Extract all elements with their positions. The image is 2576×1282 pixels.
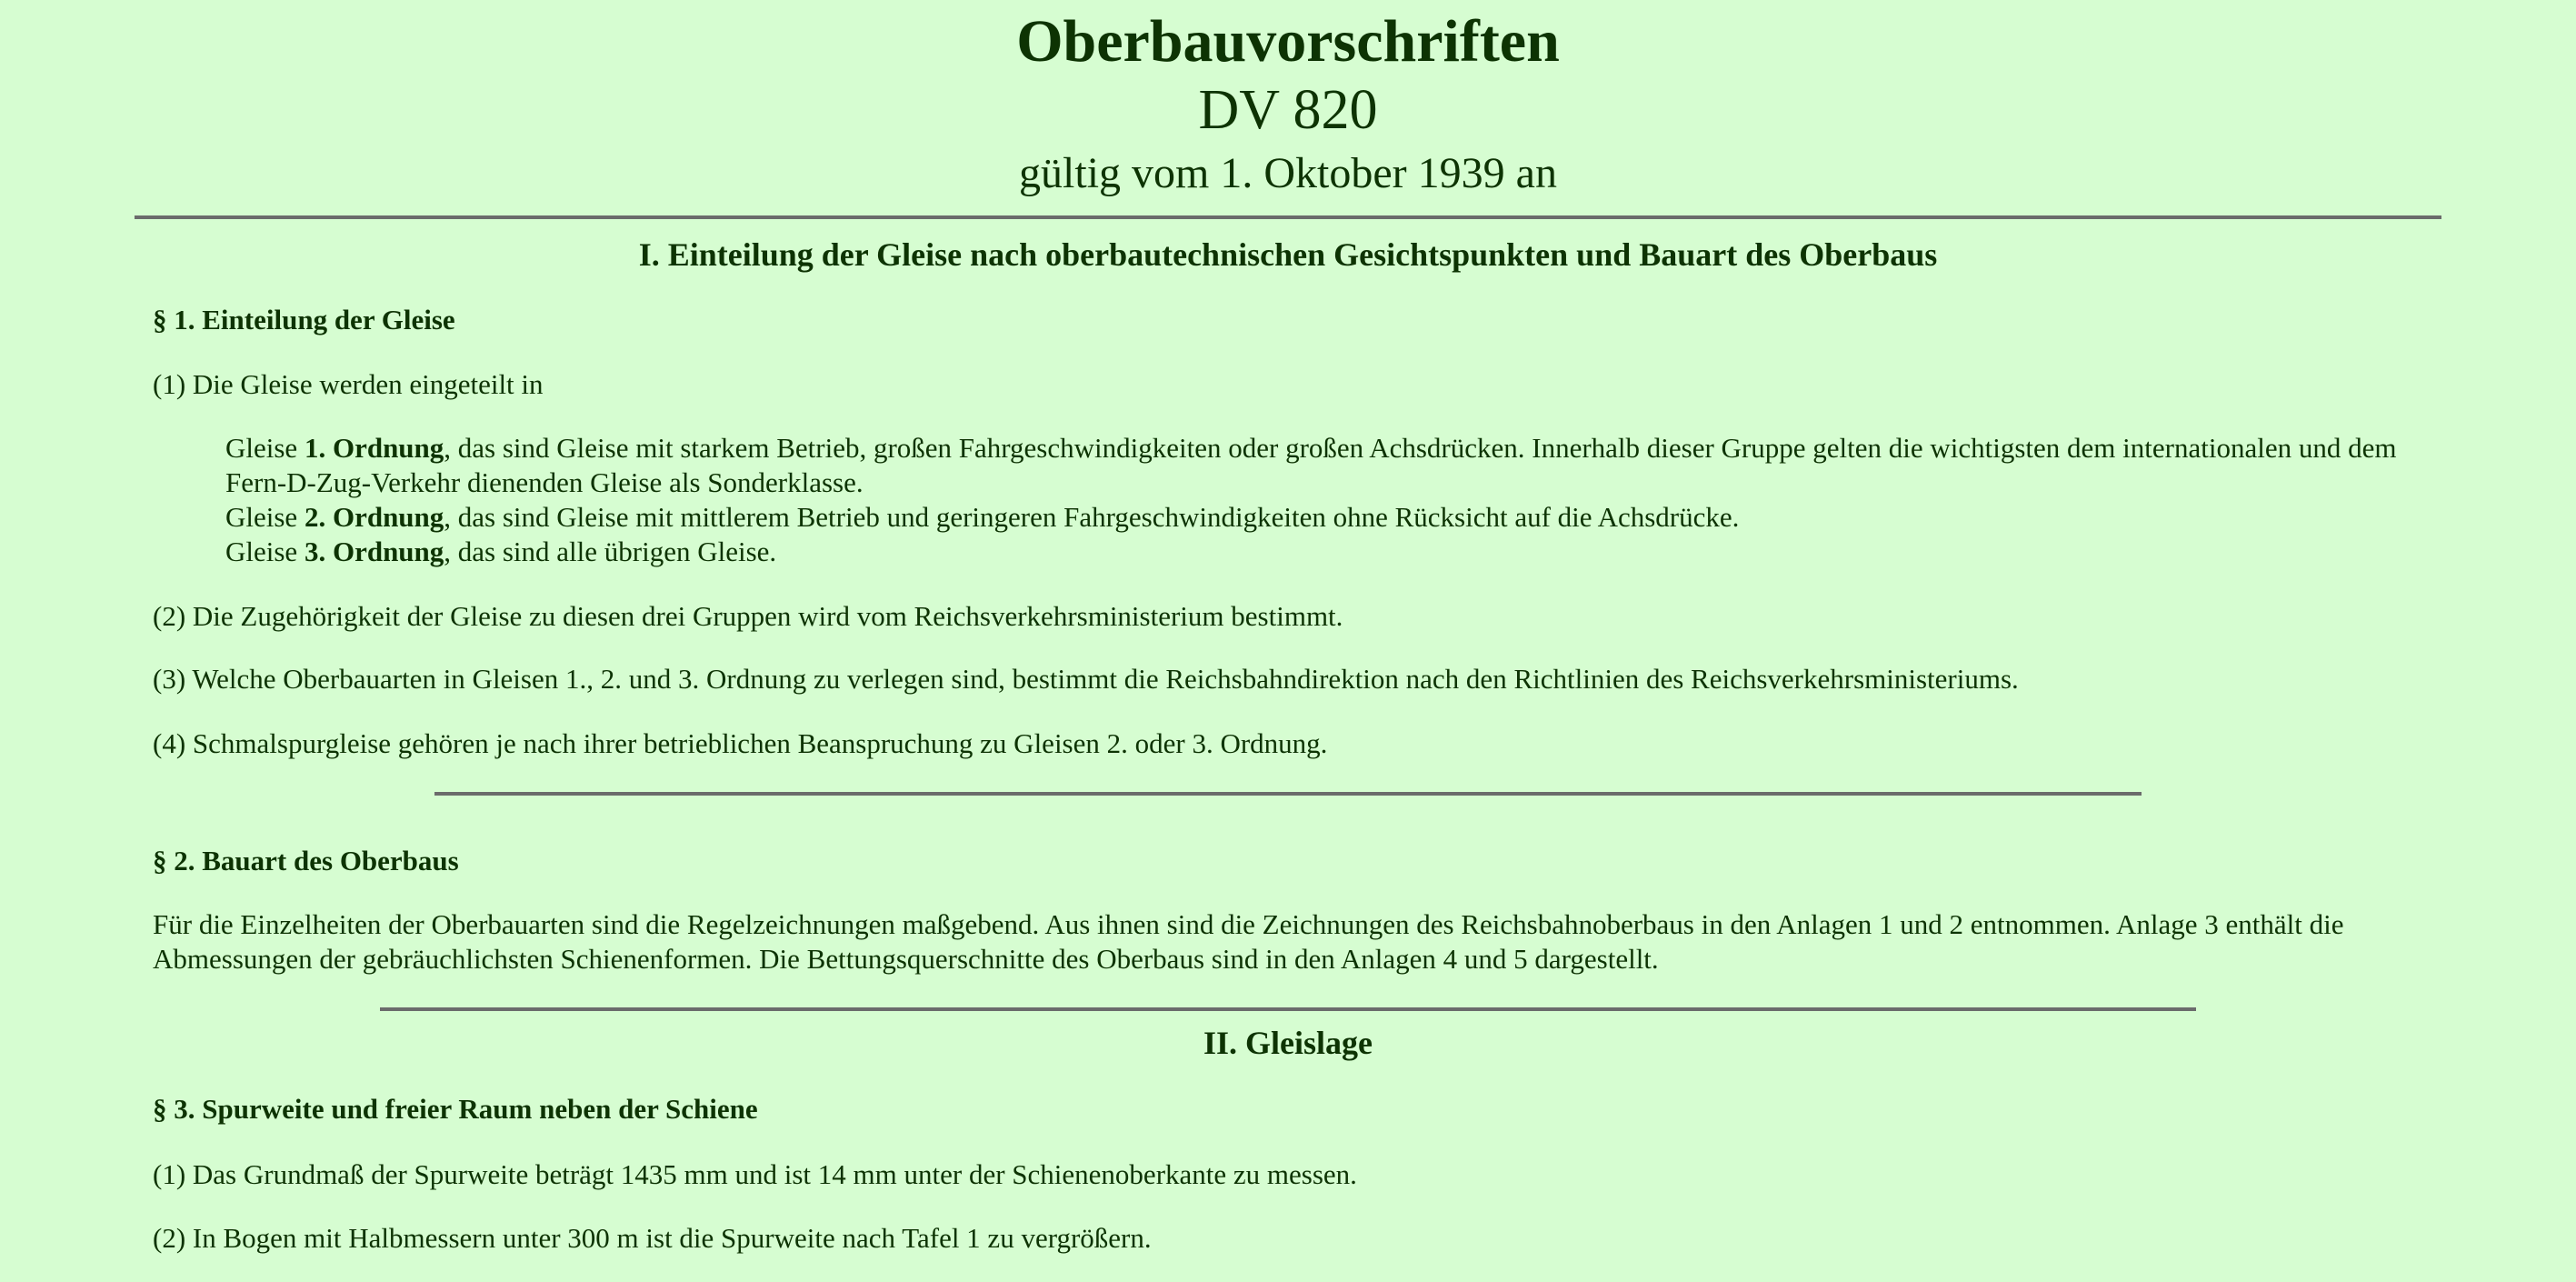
- track-class-prefix: Gleise: [225, 432, 305, 464]
- paragraph-1-intro: (1) Die Gleise werden eingeteilt in: [153, 368, 544, 400]
- paragraph-2-text: Für die Einzelheiten der Oberbauarten sind die Regelzeichnungen maßgebend. Aus ihnen sind die Zeichnungen des Reichsbahnoberbaus in den Anlagen 1 und 2 entnommen. Anlage 3 enthält die Abmessungen der gebräuchlichsten Schienenformen. Die Bettungsquerschnitte des Oberbaus sind in den Anlagen 4 und 5 dargestellt.: [153, 908, 2344, 975]
- section-heading-1: I. Einteilung der Gleise nach oberbautechnischen Gesichtspunkten und Bauart des Oberbaus: [638, 236, 1938, 273]
- validity-date: gültig vom 1. Oktober 1939 an: [1019, 149, 1557, 197]
- track-class-text: , das sind alle übrigen Gleise.: [444, 536, 777, 567]
- document-subtitle: DV 820: [1198, 79, 1378, 141]
- track-class-order: 1. Ordnung: [304, 432, 444, 464]
- paragraph-1-item-4: (4) Schmalspurgleise gehören je nach ihrer betrieblichen Beanspruchung zu Gleisen 2. oder 3. Ordnung.: [153, 727, 1328, 759]
- mid-divider-1: [434, 792, 2142, 796]
- track-class-list: [225, 431, 2425, 569]
- track-class-text: , das sind Gleise mit starkem Betrieb, großen Fahrgeschwindigkeiten oder großen Achsdrücken. Innerhalb dieser Gruppe gelten die wichtigsten dem internationalen und dem Fern-D-Zug-Verkehr dienenden Gleise als Sonderklasse.: [225, 432, 2397, 498]
- paragraph-heading-2: § 2. Bauart des Oberbaus: [153, 845, 459, 876]
- paragraph-3-item-2: (2) In Bogen mit Halbmessern unter 300 m ist die Spurweite nach Tafel 1 zu vergrößern.: [153, 1222, 1152, 1254]
- paragraph-heading-1: § 1. Einteilung der Gleise: [153, 304, 455, 336]
- paragraph-3-item-1: (1) Das Grundmaß der Spurweite beträgt 1435 mm und ist 14 mm unter der Schienenoberkante zu messen.: [153, 1158, 1357, 1190]
- track-class-prefix: Gleise: [225, 501, 305, 533]
- track-class-3: [225, 535, 2425, 569]
- paragraph-1-item-3: (3) Welche Oberbauarten in Gleisen 1., 2. und 3. Ordnung zu verlegen sind, bestimmt die Reichsbahndirektion nach den Richtlinien des Reichsverkehrsministeriums.: [153, 663, 2019, 695]
- paragraph-heading-3: § 3. Spurweite und freier Raum neben der Schiene: [153, 1093, 758, 1125]
- track-class-text: , das sind Gleise mit mittlerem Betrieb und geringeren Fahrgeschwindigkeiten ohne Rücksicht auf die Achsdrücke.: [444, 501, 1740, 533]
- section-heading-2: II. Gleislage: [1203, 1025, 1373, 1061]
- track-class-order: 3. Ordnung: [304, 536, 444, 567]
- document-title: Oberbauvorschriften: [1016, 8, 1560, 75]
- paragraph-1-item-2: (2) Die Zugehörigkeit der Gleise zu diesen drei Gruppen wird vom Reichsverkehrsministerium bestimmt.: [153, 600, 1343, 632]
- top-divider: [135, 215, 2441, 219]
- track-class-1: [225, 431, 2425, 500]
- track-class-prefix: Gleise: [225, 536, 305, 567]
- track-class-2: [225, 500, 2425, 535]
- mid-divider-2: [380, 1007, 2196, 1011]
- track-class-order: 2. Ordnung: [304, 501, 444, 533]
